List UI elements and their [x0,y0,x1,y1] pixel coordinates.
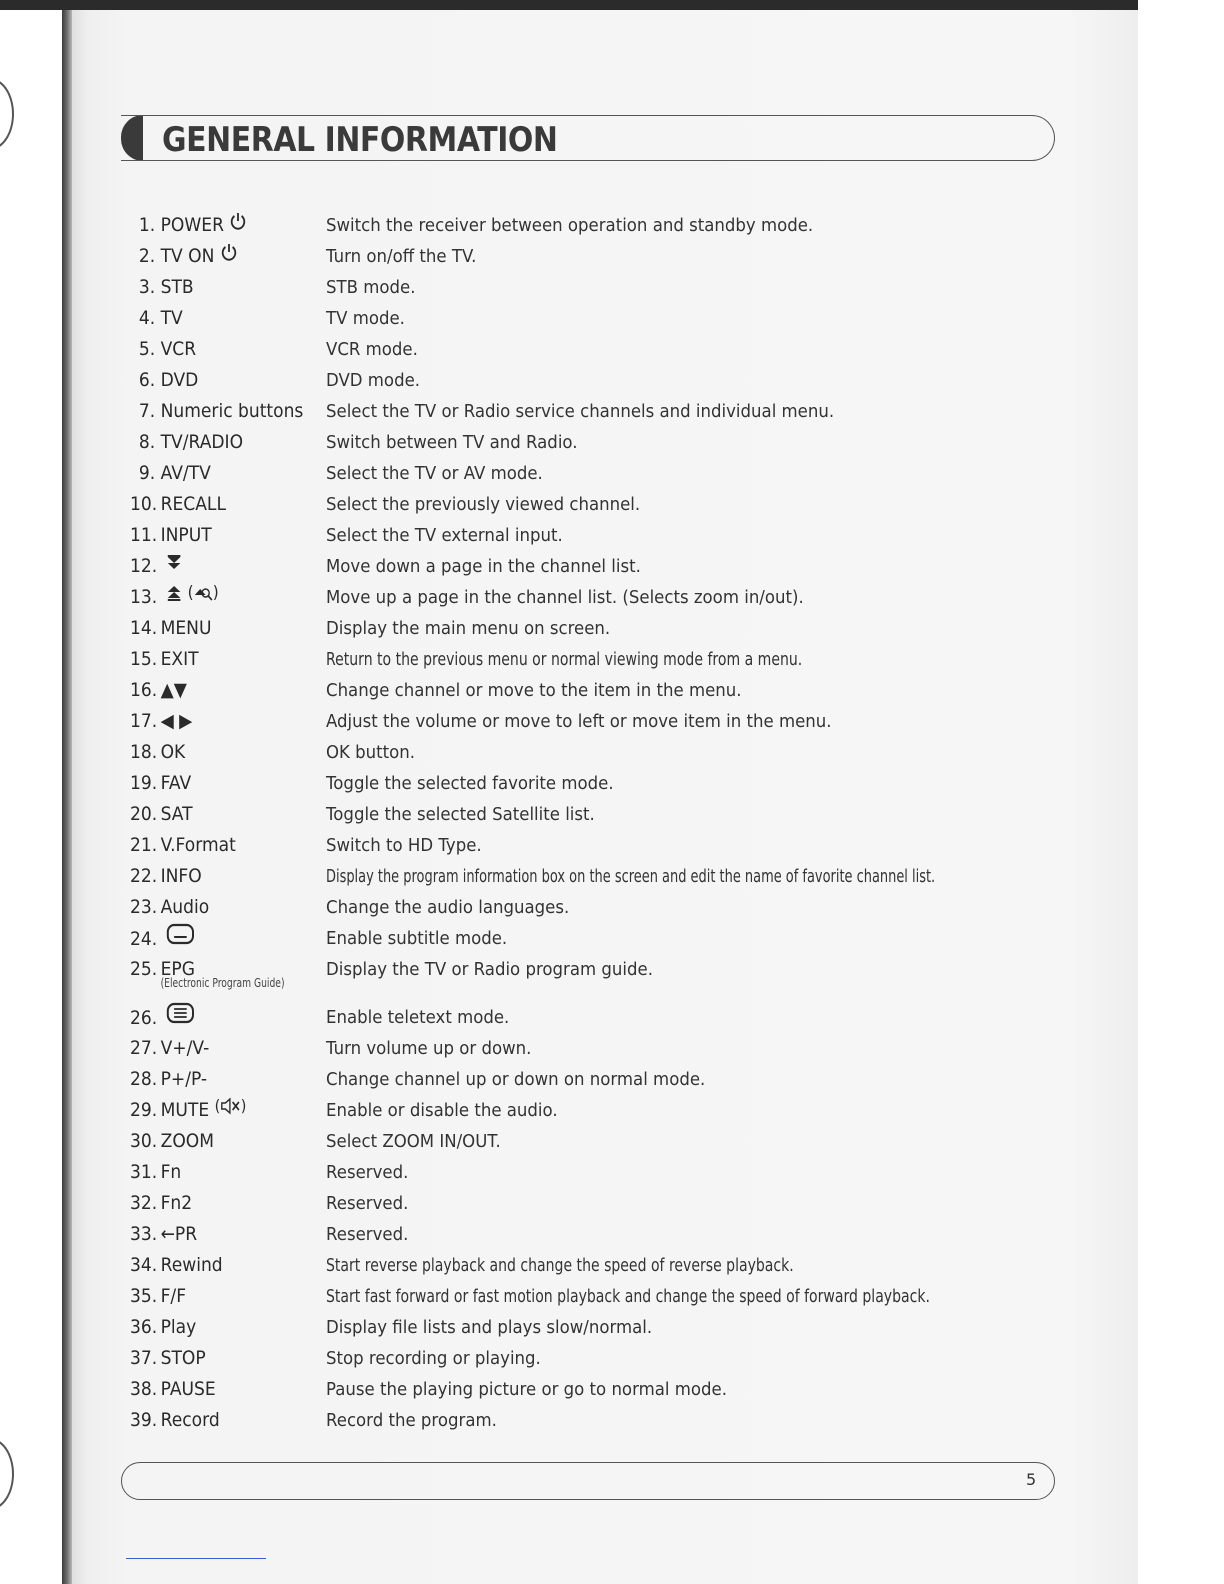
button-description: Change the audio languages. [326,897,570,918]
button-description: Display the main menu on screen. [326,618,611,639]
button-name [130,303,301,334]
button-label: Record [160,1409,220,1431]
item-number: 6. [138,369,156,391]
button-description: Switch to HD Type. [326,835,482,856]
button-name [130,799,301,830]
button-label: Audio [160,896,210,918]
button-name [130,675,301,706]
button-description: Display file lists and plays slow/normal. [326,1317,653,1338]
button-name [130,706,301,737]
item-number: 34. [130,1254,158,1276]
button-description: Move up a page in the channel list. (Selects zoom in/out). [326,587,804,608]
list-item [130,582,1030,613]
item-number: 19. [130,772,158,794]
list-item [130,1188,1030,1219]
button-label: POWER [160,214,224,236]
button-description: Reserved. [326,1224,409,1245]
button-name [130,1064,301,1095]
button-name [130,830,301,861]
button-description: Select the TV or Radio service channels and individual menu. [326,401,835,422]
button-label: Fn [160,1161,182,1183]
button-label: MUTE [160,1099,210,1121]
list-item [130,1281,1030,1312]
button-description: Reserved. [326,1193,409,1214]
button-description: Display the TV or Radio program guide. [326,959,653,980]
list-item [130,1250,1030,1281]
list-item [130,1374,1030,1405]
item-number: 9. [138,462,156,484]
item-number: 38. [130,1378,158,1400]
list-item [130,272,1030,303]
button-label: MENU [160,617,212,639]
button-description: Return to the previous menu or normal viewing mode from a menu. [326,649,803,670]
button-description: STB mode. [326,277,416,298]
list-item [130,1064,1030,1095]
button-label: STOP [160,1347,206,1369]
button-name [130,1312,301,1343]
button-label: VCR [160,338,197,360]
button-label: V.Format [160,834,236,856]
button-description: Start reverse playback and change the speed of reverse playback. [326,1255,794,1276]
list-item [130,1405,1030,1436]
page-up-zoom-icon [166,582,229,613]
item-number: 29. [130,1099,158,1121]
item-number: 28. [130,1068,158,1090]
list-item [130,706,1030,737]
link-underline [126,1558,266,1559]
button-name [130,520,301,551]
button-description: Enable or disable the audio. [326,1100,558,1121]
list-item [130,520,1030,551]
item-number: 16. [130,679,158,701]
list-item [130,644,1030,675]
button-subtitle: (Electronic Program Guide) [160,976,285,990]
list-item [130,1126,1030,1157]
button-name [130,768,301,799]
button-name [130,1095,301,1126]
button-description: Stop recording or playing. [326,1348,541,1369]
item-number: 39. [130,1409,158,1431]
button-description: Reserved. [326,1162,409,1183]
button-name [130,923,301,955]
list-item [130,737,1030,768]
item-number: 4. [138,307,156,329]
power-icon [220,241,238,272]
list-item [130,396,1030,427]
item-number: 24. [130,927,158,950]
item-number: 13. [130,586,158,608]
page-down-icon [166,551,182,582]
button-label: TV/RADIO [160,431,244,453]
button-label: EXIT [160,648,199,670]
button-label: INFO [160,865,202,887]
button-label: Rewind [160,1254,223,1276]
button-label: TV [160,307,183,329]
list-item [130,365,1030,396]
button-description: Toggle the selected favorite mode. [326,773,614,794]
list-item [130,1002,1030,1033]
item-number: 1. [138,214,156,236]
item-number: 31. [130,1161,158,1183]
list-item [130,1343,1030,1374]
item-number: 37. [130,1347,158,1369]
button-label: TV ON [160,245,215,267]
list-item [130,1095,1030,1126]
svg-text:): ) [240,1096,247,1116]
button-name [130,334,301,365]
item-number: 32. [130,1192,158,1214]
item-number: 30. [130,1130,158,1152]
button-name [130,892,301,923]
button-label: Fn2 [160,1192,193,1214]
list-item [130,892,1030,923]
button-name [130,861,301,892]
item-number: 25. [130,958,158,980]
button-list [130,210,1030,1436]
button-name [130,272,301,303]
button-description: Select the previously viewed channel. [326,494,641,515]
button-name [130,737,301,768]
button-name [130,241,301,272]
item-number: 23. [130,896,158,918]
ring-hole-bottom [0,1438,14,1510]
button-label: SAT [160,803,193,825]
button-name [130,1405,301,1436]
button-description: Select the TV or AV mode. [326,463,543,484]
button-label: ▲▼ [160,679,187,701]
button-description: Switch between TV and Radio. [326,432,578,453]
list-item [130,489,1030,520]
button-label: ←PR [160,1223,198,1245]
list-item [130,458,1030,489]
button-description: DVD mode. [326,370,421,391]
page-title: GENERAL INFORMATION [162,120,558,160]
list-item [130,241,1030,272]
button-description: Enable teletext mode. [326,1007,510,1028]
button-description: Turn on/off the TV. [326,246,477,267]
button-label: F/F [160,1285,187,1307]
button-label: AV/TV [160,462,211,484]
list-item [130,830,1030,861]
button-label: EPG [160,958,195,980]
list-item [130,1219,1030,1250]
list-item [130,303,1030,334]
button-name [130,1188,301,1219]
button-name [130,1219,301,1250]
button-label: OK [160,741,186,763]
list-item [130,799,1030,830]
item-number: 10. [130,493,158,515]
button-name [130,582,301,613]
power-icon [229,210,247,241]
button-description: TV mode. [326,308,405,329]
list-item [130,861,1030,892]
button-label: ZOOM [160,1130,214,1152]
list-item [130,1157,1030,1188]
button-label: INPUT [160,524,212,546]
button-name [130,551,301,582]
item-number: 15. [130,648,158,670]
button-name [130,396,304,427]
button-label: PAUSE [160,1378,216,1400]
scan-top-edge [0,0,1138,10]
button-label: Numeric buttons [160,400,304,422]
button-label: V+/V- [160,1037,210,1059]
list-item [130,210,1030,241]
button-description: Switch the receiver between operation and standby mode. [326,215,814,236]
subtitle-icon [166,923,195,955]
button-description: Change channel or move to the item in the menu. [326,680,742,701]
item-number: 7. [138,400,156,422]
button-label: FAV [160,772,192,794]
item-number: 12. [130,555,158,577]
button-name [130,644,301,675]
button-name [130,1157,301,1188]
button-name [130,954,301,990]
svg-text:(: ( [187,583,194,603]
list-item [130,334,1030,365]
button-description: Enable subtitle mode. [326,928,508,949]
button-name [130,1374,301,1405]
button-description: Move down a page in the channel list. [326,556,641,577]
list-item [130,675,1030,706]
mute-icon [215,1095,251,1126]
item-number: 17. [130,710,158,732]
button-name [130,458,301,489]
button-description: Record the program. [326,1410,497,1431]
button-name [130,427,301,458]
list-item [130,1312,1030,1343]
item-number: 33. [130,1223,158,1245]
item-number: 14. [130,617,158,639]
svg-text:): ) [212,583,219,603]
item-number: 11. [130,524,158,546]
item-number: 36. [130,1316,158,1338]
ring-hole-top [0,78,14,150]
button-name [130,365,301,396]
item-number: 21. [130,834,158,856]
button-description: Select ZOOM IN/OUT. [326,1131,501,1152]
list-item [130,1033,1030,1064]
button-name [130,1281,301,1312]
button-label: P+/P- [160,1068,208,1090]
button-description: Turn volume up or down. [326,1038,532,1059]
item-number: 20. [130,803,158,825]
list-item [130,613,1030,644]
button-name [130,1126,301,1157]
button-name [130,1343,301,1374]
button-label: DVD [160,369,199,391]
button-description: Select the TV external input. [326,525,563,546]
button-name [130,613,301,644]
item-number: 5. [138,338,156,360]
item-number: 8. [138,431,156,453]
button-label: Play [160,1316,197,1338]
list-item [130,768,1030,799]
button-description: OK button. [326,742,416,763]
button-description: Start fast forward or fast motion playback and change the speed of forward playback. [326,1286,930,1307]
button-name [130,1002,301,1034]
button-description: Change channel up or down on normal mode. [326,1069,706,1090]
item-number: 3. [138,276,156,298]
button-label: RECALL [160,493,226,515]
teletext-icon [166,1002,195,1034]
binding-shadow [62,10,72,1584]
item-number: 35. [130,1285,158,1307]
button-description: VCR mode. [326,339,418,360]
button-name [130,1250,301,1281]
list-item [130,551,1030,582]
button-name [130,489,301,520]
item-number: 2. [138,245,156,267]
item-number: 18. [130,741,158,763]
button-description: Toggle the selected Satellite list. [326,804,595,825]
button-label: ◀ ▶ [160,710,193,732]
item-number: 27. [130,1037,158,1059]
footer-frame [121,1462,1055,1500]
item-number: 22. [130,865,158,887]
list-item [130,923,1030,954]
button-label: STB [160,276,194,298]
list-item [130,427,1030,458]
page-number: 5 [1026,1470,1037,1489]
list-item [130,954,1030,1002]
button-description: Adjust the volume or move to left or move item in the menu. [326,711,832,732]
button-description: Pause the playing picture or go to normal mode. [326,1379,727,1400]
item-number: 26. [130,1006,158,1029]
svg-text:(: ( [214,1096,221,1116]
button-name [130,210,301,241]
button-description: Display the program information box on the screen and edit the name of favorite channel list. [326,866,936,887]
button-name [130,1033,301,1064]
